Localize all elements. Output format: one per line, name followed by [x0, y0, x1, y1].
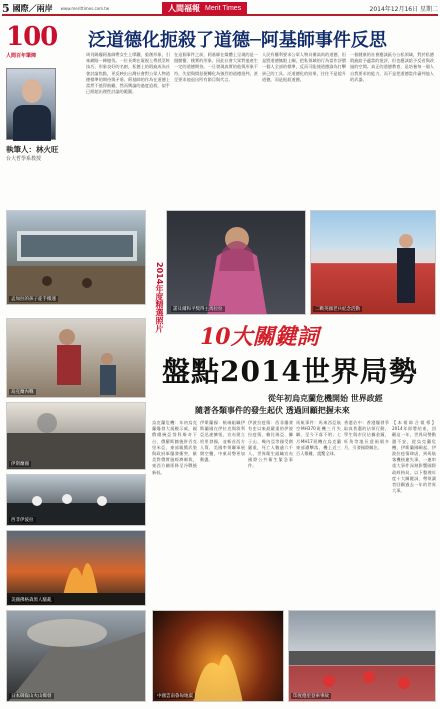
- photo-illustration: [7, 403, 146, 470]
- section-name: 國際／兩岸: [12, 3, 53, 13]
- photo-caption: 日本御嶽山火山爆發: [11, 694, 52, 699]
- photo-train: [288, 610, 436, 702]
- photo-illustration: [167, 211, 306, 315]
- photo-caption: 西非伊波拉: [11, 518, 34, 523]
- photo-caption: 美國佛格森黑人騷亂: [11, 598, 52, 603]
- feature-column-1: [152, 420, 197, 606]
- feature-paragraph: 烏克蘭危機：年初烏克蘭爆發大規模示威，親俄總統亞努科維奇下台，俄羅斯隨後併吞克里米亞，東部親俄武裝與政府軍爆發衝突，歐美對俄實施經濟制裁，東西方關係降至冷戰後新低。: [152, 420, 197, 475]
- photo-fire: [152, 610, 284, 702]
- photo-strip-label: 2014年度精選照片: [155, 262, 164, 333]
- feature-paragraph: 馬航事件：馬來西亞航空MH370班機三月失聯，至今下落不明；七月MH17班機在烏克蘭東部遭擊落，機上近三百人罹難，震驚全球。: [296, 420, 341, 457]
- article-paragraph: 人民有權利要求公眾人物具備高尚的道德，但是將道德無限上綱，把私領域的行為當作評價一個人全部的標準，反而可能使道德淪為打擊異己的工具。泛道德化的結果，往往不是提升道德，而是扼殺道德。: [262, 52, 346, 82]
- page-number: 5: [2, 1, 10, 15]
- logo-en: Merit Times: [205, 5, 242, 12]
- photo-illustration: [289, 611, 436, 702]
- feature-kicker: 10大關鍵詞: [200, 324, 319, 350]
- feature-title: 盤點2014世界局勢: [162, 355, 418, 388]
- feature-paragraph: 香港佔中：香港爆發爭取真普選的佔領行動，學生與市民佔據金鐘、旺角等地長達兩個多月，引發國際關注。: [344, 420, 389, 450]
- photo-poppies: [310, 210, 436, 315]
- photo-illustration: [153, 611, 284, 702]
- feature-paragraph: 【本報綜合報導】2014年即將結束，回顧這一年，世界局勢動盪不安，從烏克蘭危機、伊斯蘭國崛起、伊波拉疫情肆虐，到馬航客機接連失事，一連串重大事件深刻影響國際政經格局。以下整理年度十大關鍵詞，帶領讀者回顧過去一年的世界大事。: [392, 420, 436, 494]
- logo-cn: 人間福報: [168, 3, 200, 13]
- photo-ebola: [6, 474, 146, 526]
- article-column-4: [350, 52, 434, 202]
- photo-caption: 諾貝爾和平獎得主馬拉拉: [173, 307, 223, 312]
- photo-caption: 中國雲南魯甸地震: [157, 694, 193, 699]
- feature-paragraph: 伊斯蘭國：極端組織伊斯蘭國在伊拉克與敘利亞迅速擴張，宣布建立哈里發國，並斬首西方人質，美國率領聯軍展開空襲，中東局勢更加動盪。: [200, 420, 245, 463]
- emblem-caption: 人間百年筆陣: [6, 53, 37, 59]
- photo-volcano: [6, 610, 146, 702]
- feature-column-3: [248, 420, 293, 606]
- photo-illustration: [311, 211, 436, 315]
- photo-caption: 印度德里登車事故: [293, 694, 329, 699]
- feature-column-5: [344, 420, 389, 606]
- article-column-1: [86, 52, 170, 202]
- photo-illustration: [7, 531, 146, 606]
- author-photo: [6, 68, 56, 140]
- photo-caption: 烏克蘭內戰: [11, 390, 34, 395]
- feature-column-6: [392, 420, 436, 606]
- byline-prefix: 執筆人：: [6, 145, 36, 154]
- feature-subtitle-1: 從年初烏克蘭危機開始 世界政經: [268, 394, 383, 403]
- article-column-3: [262, 52, 346, 202]
- emblem-number: 100: [6, 22, 58, 52]
- feature-paragraph: 伊波拉疫情：西非爆發有史以來最嚴重的伊波拉疫情，賴比瑞亞、獅子山、幾內亞等國受創嚴重，死亡人數逾六千人，世界衛生組織宣布國際公共衛生緊急事件。: [248, 420, 293, 469]
- byline: [6, 144, 59, 155]
- photo-illustration: [7, 611, 146, 702]
- photo-ukraine: [6, 318, 146, 398]
- article-headline: 泛道德化扼殺了道德─阿基師事件反思: [88, 30, 387, 51]
- article-column-2: [174, 52, 258, 202]
- photo-illustration: [7, 211, 146, 305]
- photo-caption: 二戰英國老兵紀念活動: [315, 307, 360, 312]
- photo-malala: [166, 210, 306, 315]
- feature-subtitle-2: 隨著各類事件的發生起伏 透過回顧把握未來: [195, 406, 350, 415]
- author-affiliation: 台大哲學系教授: [6, 156, 42, 162]
- article-paragraph: 在這個事件之前，阿基師在媒體上呈現的是一個勤奮、樸實的形象，因此社會大眾對他產生一定的道德期待。一旦發現真實的他與形象不符，失望與憤怒便轉化為強烈的道德批判，甚至要求他退出所有節目與代言。: [174, 52, 258, 82]
- photo-illustration: [7, 319, 146, 398]
- page-header: [2, 2, 438, 16]
- article-paragraph: 周刊踢爆阿基師帶女生上摩鐵，重創形象，引來網路一陣撻伐。一位長期在電視上傳授烹飪技巧、形象良好的名廚，私德上的瑕疵成為社會討論焦點，更反映出台灣社會對公眾人物道德標準的期待與矛盾。阿基師的作為在道德上當然不值得鼓勵，然而輿論的過度追殺，似乎已經超出理性討論的範圍。: [86, 52, 170, 95]
- column-emblem: [6, 22, 74, 62]
- masthead-logo: [162, 2, 247, 15]
- article-paragraph: 一個健康的社會應該區分公私領域，對於私德瑕疵給予適當的批評，但也應該給予反省與改過的空間。真正的道德教育，是培養每一個人自我要求的能力，而不是把道德當作審判他人的武器。: [350, 52, 434, 82]
- photo-isis: [6, 402, 146, 470]
- photo-bangladesh: [6, 210, 146, 305]
- author-name: 林火旺: [36, 145, 59, 154]
- issue-date: 2014年12月16日 星期二: [369, 6, 438, 13]
- feature-column-4: [296, 420, 341, 606]
- photo-caption: 伊斯蘭國: [11, 462, 29, 467]
- website-url: www.merittimes.com.tw: [60, 5, 110, 11]
- feature-column-2: [200, 420, 245, 606]
- photo-caption: 孟加拉的孩子徒手搬運: [11, 297, 56, 302]
- photo-ferguson: [6, 530, 146, 606]
